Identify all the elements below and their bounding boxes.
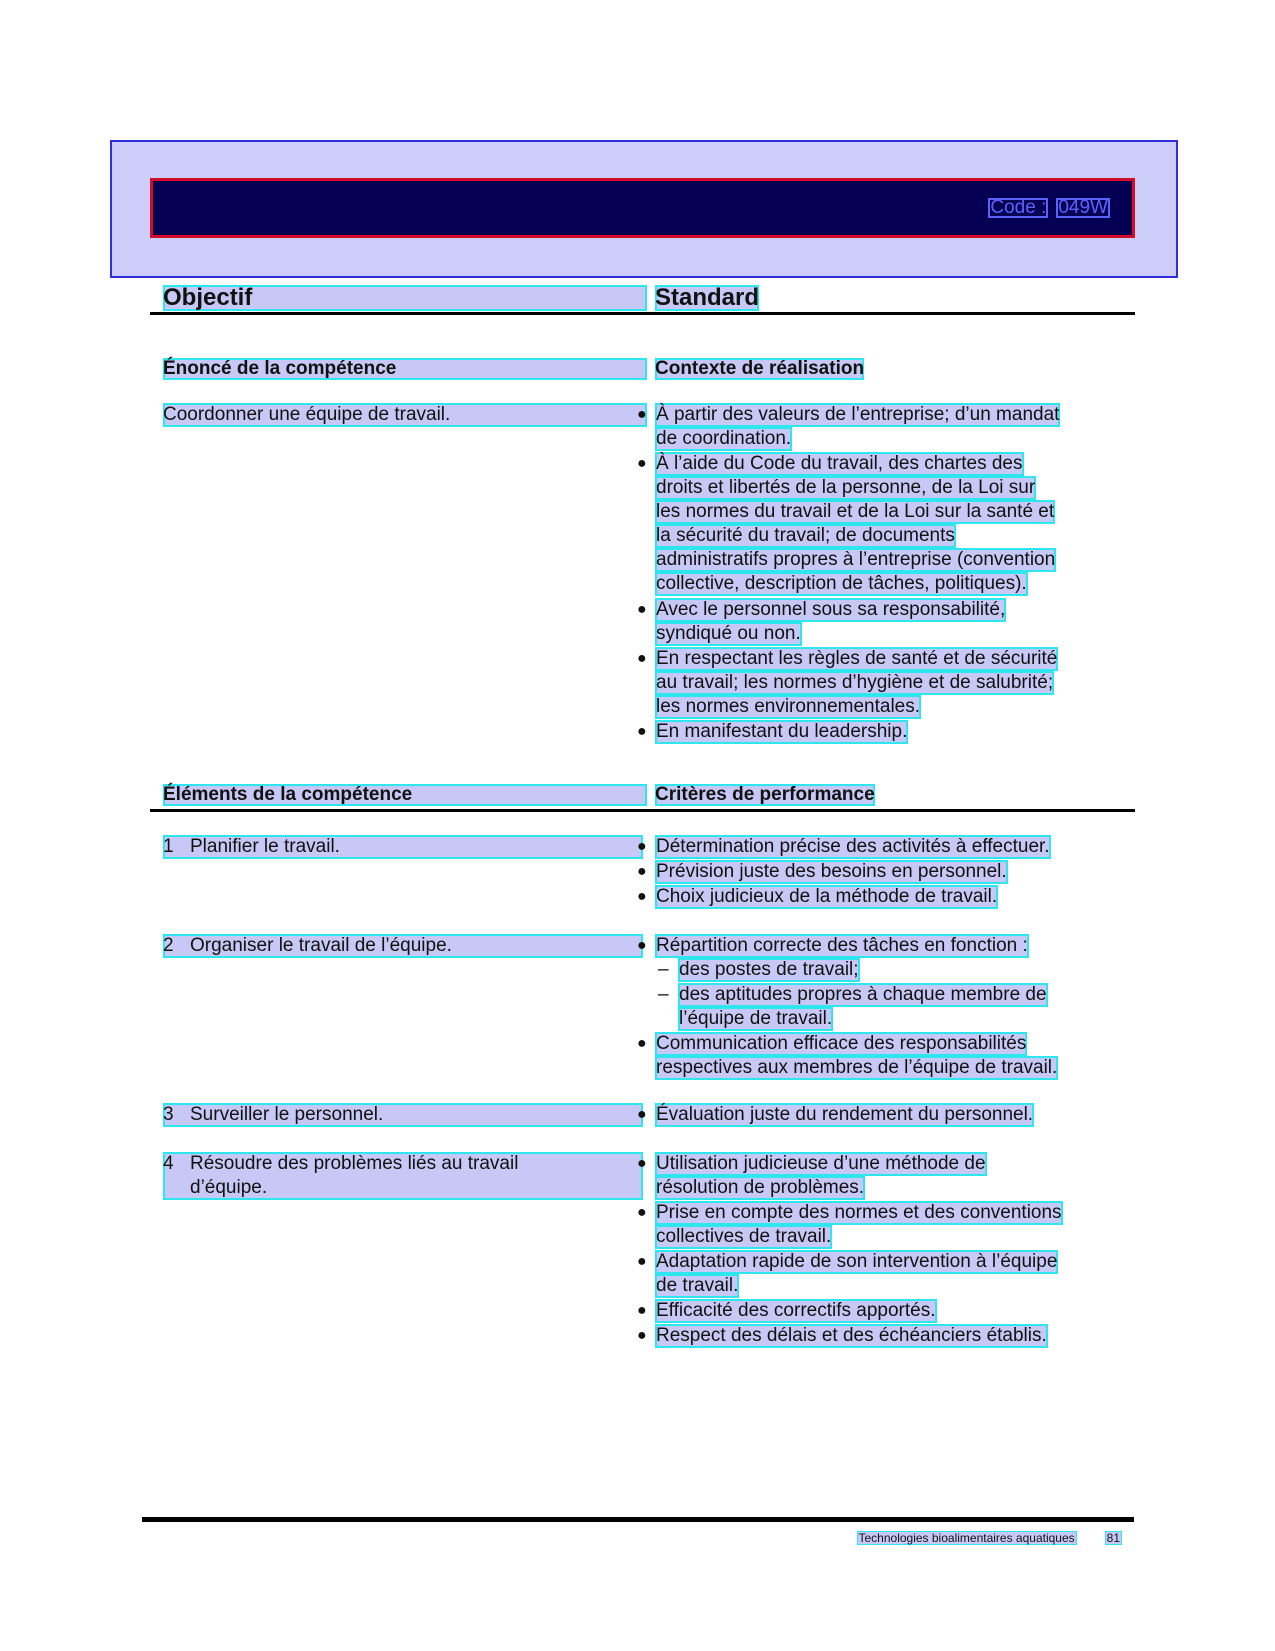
- element-number: 4: [163, 1153, 174, 1174]
- element-4: [163, 1152, 643, 1200]
- criterion-item: ● Prévision juste des besoins en personnel.: [637, 861, 1007, 882]
- criterion-item: ● Utilisation judicieuse d’une méthode de résolution de problèmes.: [637, 1153, 986, 1198]
- criteria-title: Critères de performance: [655, 784, 875, 805]
- code-value: 049W: [1058, 197, 1108, 218]
- header-bar: [150, 178, 1135, 238]
- context-item: ● Avec le personnel sous sa responsabilité, syndiqué ou non.: [637, 599, 1006, 644]
- context-item: ● En manifestant du leadership.: [637, 721, 908, 742]
- criterion-item: ● Respect des délais et des échéanciers établis.: [637, 1325, 1047, 1346]
- bullet-icon: ●: [637, 406, 647, 423]
- context-item: ● En respectant les règles de santé et de sécurité au travail; les normes d’hygiène et de salubrité; les normes environnementales.: [637, 648, 1058, 717]
- code-label: Code :: [990, 197, 1047, 218]
- bullet-icon: ●: [637, 1106, 647, 1123]
- criterion-subitem: – des postes de travail;: [658, 959, 859, 980]
- criterion-item: ● Choix judicieux de la méthode de travail.: [637, 886, 998, 907]
- element-3: [163, 1103, 643, 1127]
- element-2: [163, 934, 643, 958]
- bullet-icon: ●: [637, 888, 647, 905]
- element-text: Surveiller le personnel.: [190, 1104, 384, 1125]
- bullet-icon: ●: [637, 1035, 647, 1052]
- bullet-icon: ●: [637, 1327, 647, 1344]
- elements-title: Éléments de la compétence: [163, 784, 647, 806]
- bullet-icon: ●: [637, 601, 647, 618]
- criterion-item: ● Évaluation juste du rendement du personnel.: [637, 1104, 1034, 1125]
- element-text: Organiser le travail de l’équipe.: [190, 935, 452, 956]
- criterion-item: ● Répartition correcte des tâches en fonction :: [637, 935, 1028, 956]
- criterion-item: ● Efficacité des correctifs apportés.: [637, 1300, 936, 1321]
- bullet-icon: ●: [637, 650, 647, 667]
- criterion-item: ● Adaptation rapide de son intervention à l’équipe de travail.: [637, 1251, 1058, 1296]
- page-footer: [857, 1531, 1123, 1545]
- bullet-icon: ●: [637, 723, 647, 740]
- element-text: d’équipe.: [190, 1177, 268, 1198]
- bullet-icon: ●: [637, 1204, 647, 1221]
- footer-program: Technologies bioalimentaires aquatiques: [858, 1531, 1075, 1545]
- footer-page-number: 81: [1106, 1531, 1120, 1545]
- context-title: Contexte de réalisation: [655, 358, 865, 379]
- competency-code: [988, 198, 1110, 218]
- criterion-item: ● Prise en compte des normes et des conventions collectives de travail.: [637, 1202, 1062, 1247]
- element-text: Résoudre des problèmes liés au travail: [190, 1153, 519, 1174]
- bullet-icon: ●: [637, 838, 647, 855]
- context-item: ● À l’aide du Code du travail, des chartes des droits et libertés de la personne, de la Loi sur les normes du travail et de la Loi sur la santé et la sécurité du travail; de documents administratifs propres à l’entreprise (convention collective, description de tâches, politiques).: [637, 453, 1056, 594]
- footer-rule: [142, 1517, 1134, 1522]
- element-number: 1: [163, 836, 174, 857]
- bullet-icon: ●: [637, 1253, 647, 1270]
- elements-rule: [150, 809, 1135, 812]
- column-title-objectif: Objectif: [163, 285, 647, 311]
- context-item: ● À partir des valeurs de l’entreprise; d’un mandat de coordination.: [637, 404, 1060, 449]
- statement-title: Énoncé de la compétence: [163, 358, 647, 380]
- statement-text: Coordonner une équipe de travail.: [163, 403, 647, 427]
- element-text: Planifier le travail.: [190, 836, 340, 857]
- column-title-standard: Standard: [655, 284, 760, 311]
- bullet-icon: ●: [637, 1302, 647, 1319]
- bullet-icon: ●: [637, 863, 647, 880]
- bullet-icon: ●: [637, 937, 647, 954]
- dash-icon: –: [658, 959, 669, 980]
- criterion-subitem: – des aptitudes propres à chaque membre de l’équipe de travail.: [658, 984, 1047, 1029]
- criterion-item: ● Détermination précise des activités à effectuer.: [637, 836, 1050, 857]
- column-title-rule: [150, 312, 1135, 315]
- criterion-item: ● Communication efficace des responsabilités respectives aux membres de l’équipe de travail.: [637, 1033, 1058, 1078]
- bullet-icon: ●: [637, 455, 647, 472]
- bullet-icon: ●: [637, 1155, 647, 1172]
- dash-icon: –: [658, 984, 669, 1005]
- element-number: 3: [163, 1104, 174, 1125]
- element-1: [163, 835, 643, 859]
- element-number: 2: [163, 935, 174, 956]
